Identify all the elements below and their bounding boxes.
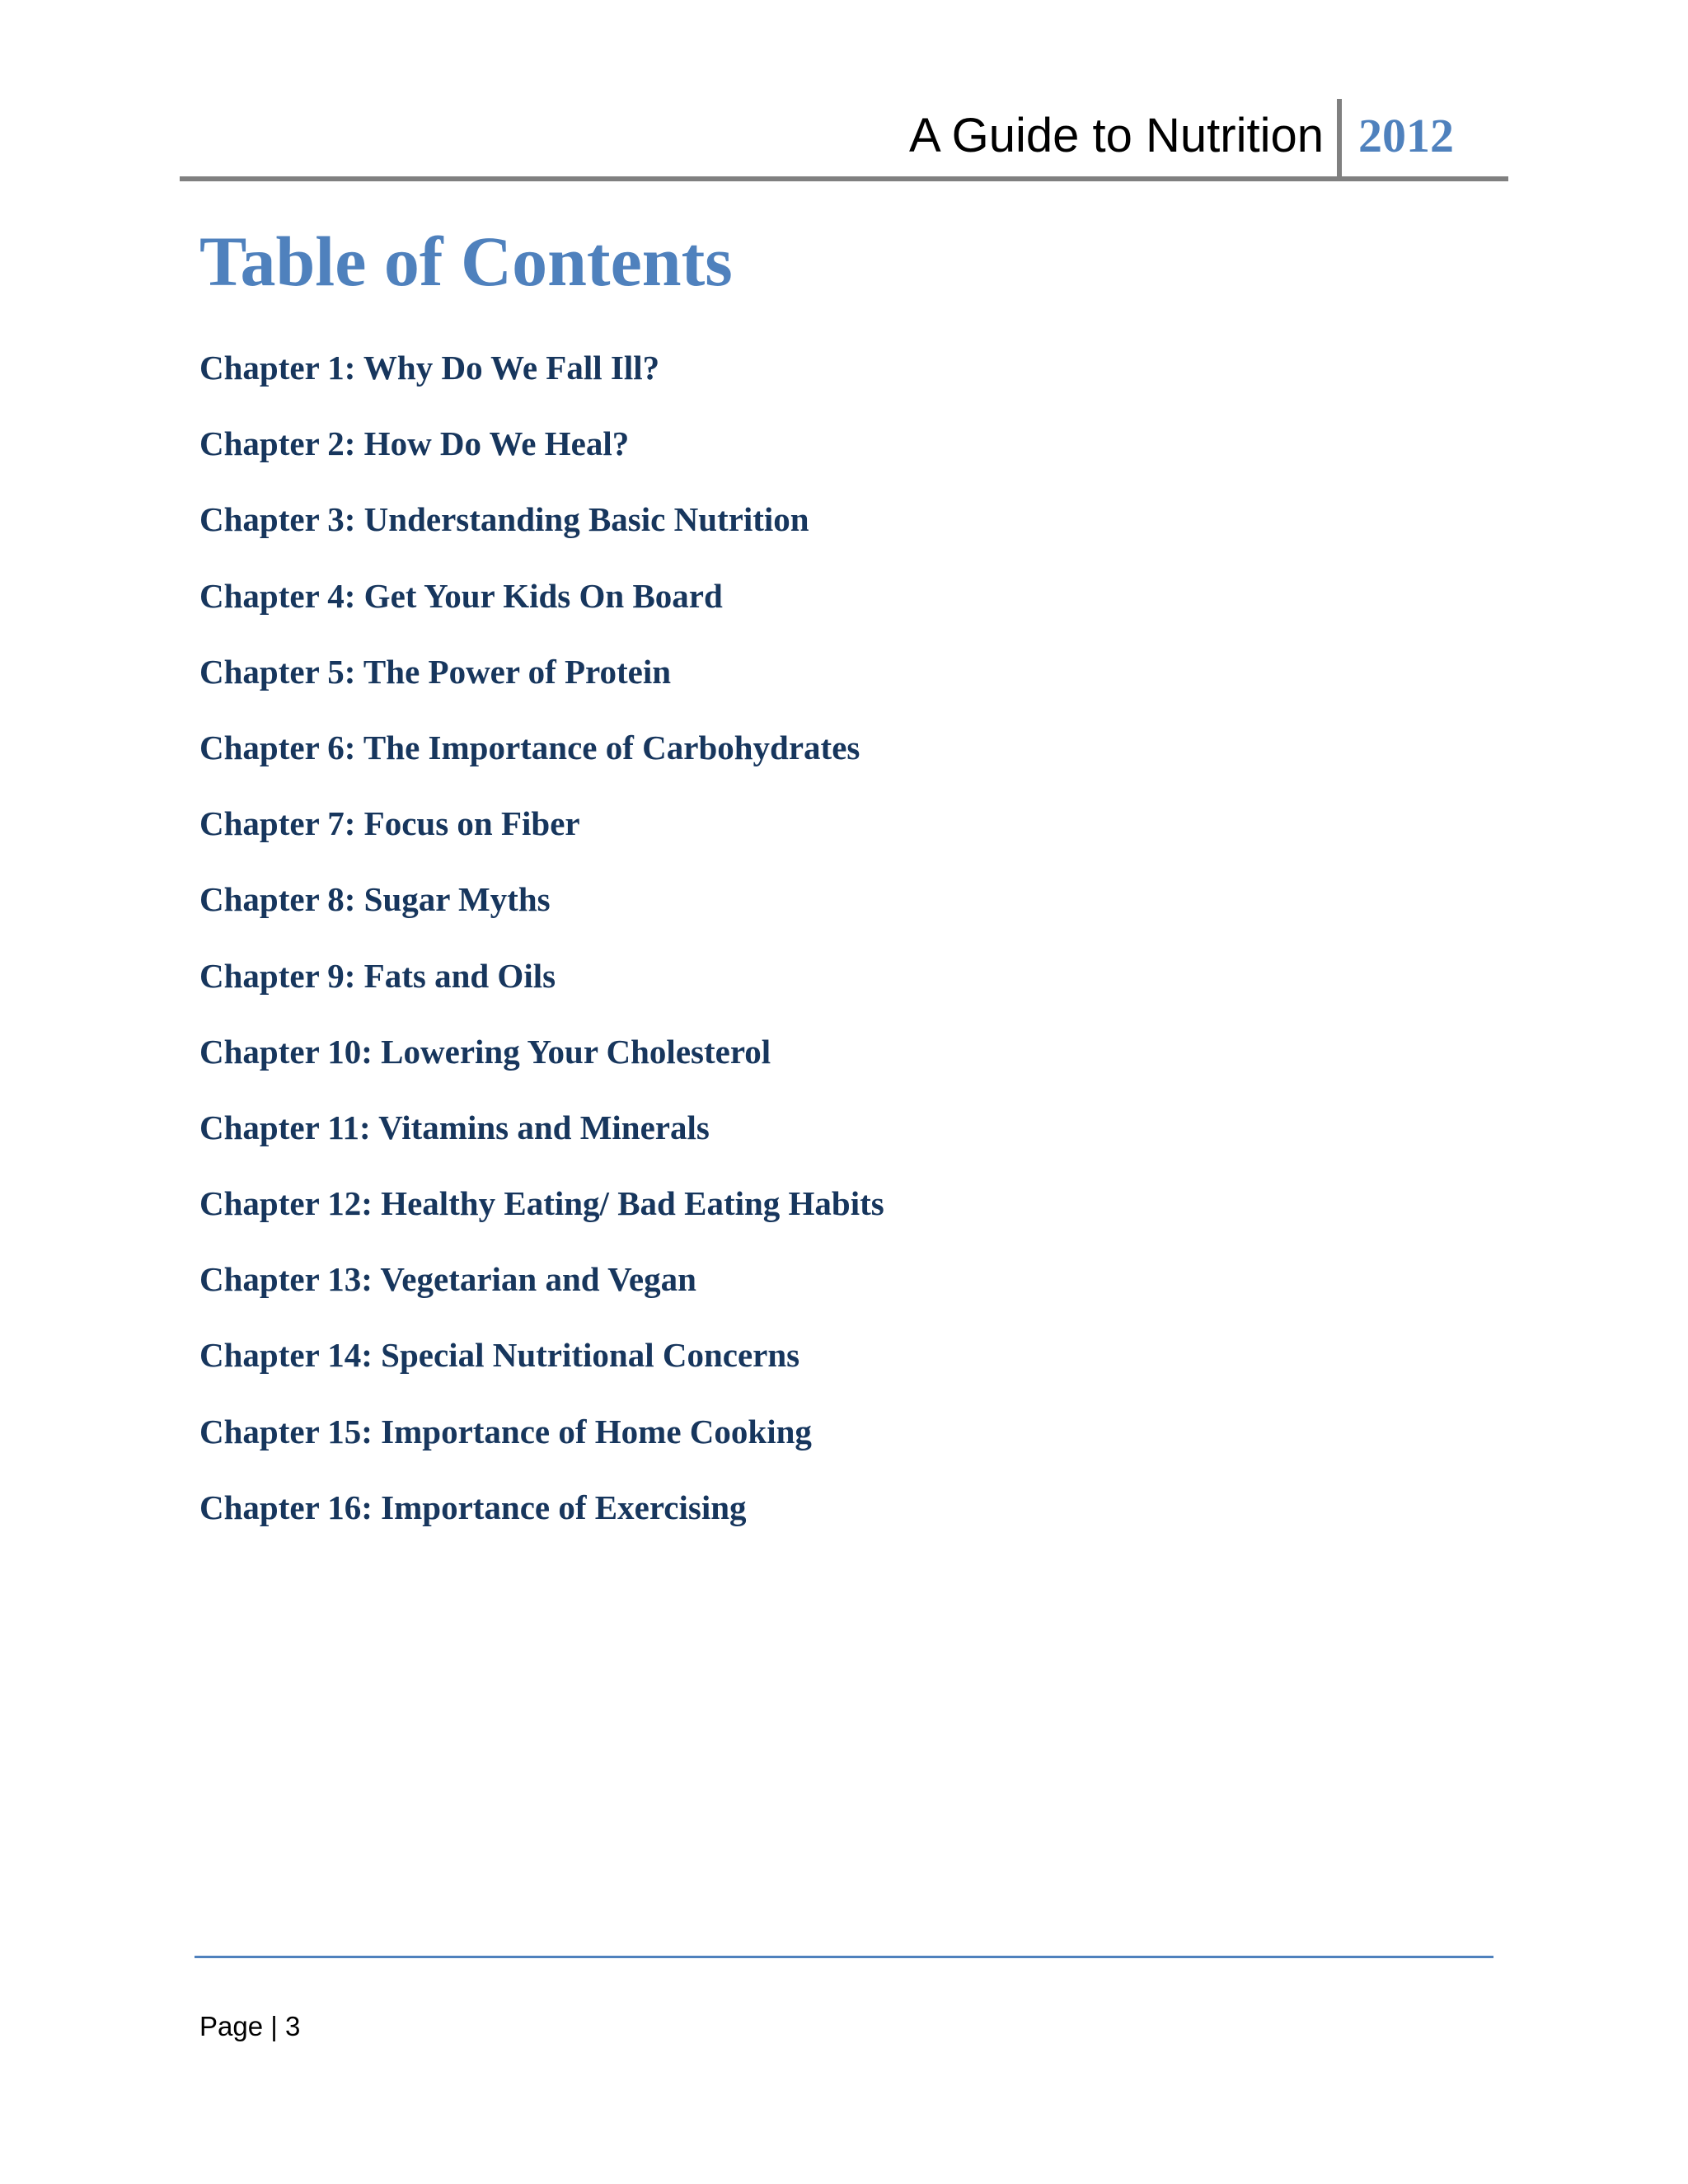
toc-entry-chapter-9[interactable]: Chapter 9: Fats and Oils xyxy=(199,956,556,995)
document-year: 2012 xyxy=(1358,109,1454,162)
toc-entry-chapter-3[interactable]: Chapter 3: Understanding Basic Nutrition xyxy=(199,500,809,539)
toc-entry-chapter-6[interactable]: Chapter 6: The Importance of Carbohydrates xyxy=(199,728,860,766)
page-header xyxy=(180,99,1508,181)
toc-entry-chapter-12[interactable]: Chapter 12: Healthy Eating/ Bad Eating Habits xyxy=(199,1184,884,1223)
toc-entry-chapter-15[interactable]: Chapter 15: Importance of Home Cooking xyxy=(199,1412,812,1451)
toc-entry-chapter-13[interactable]: Chapter 13: Vegetarian and Vegan xyxy=(199,1260,696,1299)
toc-entry-chapter-11[interactable]: Chapter 11: Vitamins and Minerals xyxy=(199,1108,710,1146)
toc-entry-chapter-5[interactable]: Chapter 5: The Power of Protein xyxy=(199,652,672,691)
toc-entry-chapter-10[interactable]: Chapter 10: Lowering Your Cholesterol xyxy=(199,1032,771,1071)
header-rule xyxy=(180,176,1508,181)
toc-entry-chapter-7[interactable]: Chapter 7: Focus on Fiber xyxy=(199,804,580,843)
toc-entry-chapter-14[interactable]: Chapter 14: Special Nutritional Concerns xyxy=(199,1336,800,1375)
toc-entry-chapter-1[interactable]: Chapter 1: Why Do We Fall Ill? xyxy=(199,349,660,387)
document-title: A Guide to Nutrition xyxy=(909,109,1324,162)
footer-rule xyxy=(195,1956,1493,1958)
toc-heading: Table of Contents xyxy=(199,222,733,301)
toc-list xyxy=(199,344,884,1560)
header-divider xyxy=(1337,99,1342,181)
toc-entry-chapter-4[interactable]: Chapter 4: Get Your Kids On Board xyxy=(199,576,723,615)
toc-entry-chapter-16[interactable]: Chapter 16: Importance of Exercising xyxy=(199,1488,747,1526)
page-number: Page | 3 xyxy=(199,2011,301,2041)
toc-entry-chapter-2[interactable]: Chapter 2: How Do We Heal? xyxy=(199,424,630,463)
toc-entry-chapter-8[interactable]: Chapter 8: Sugar Myths xyxy=(199,880,551,919)
